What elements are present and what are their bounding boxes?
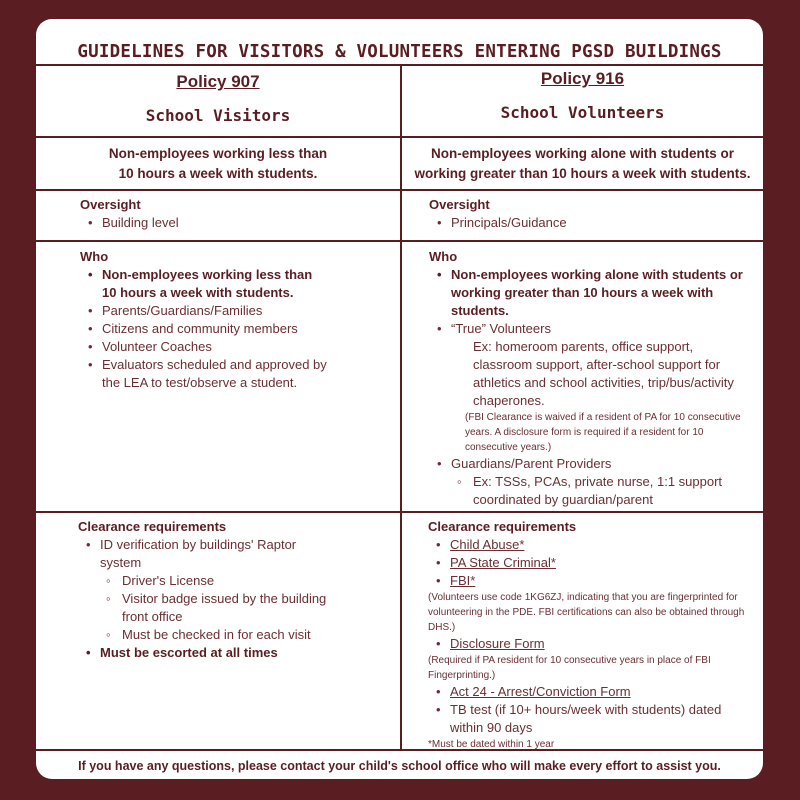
fbi-link[interactable]: FBI* <box>450 573 476 588</box>
child-abuse-link[interactable]: Child Abuse* <box>450 537 525 552</box>
pa-state-criminal-link[interactable]: PA State Criminal* <box>450 555 556 570</box>
guidelines-card <box>36 19 763 779</box>
left-subtitle: School Visitors <box>145 106 291 125</box>
right-header <box>402 69 763 122</box>
footer-note: If you have any questions, please contact your child's school office who will make every effort to assist you. <box>78 759 721 773</box>
page-title: GUIDELINES FOR VISITORS & VOLUNTEERS ENTERING PGSD BUILDINGS <box>77 42 722 62</box>
disclosure-form-link[interactable]: Disclosure Form <box>450 636 545 651</box>
right-oversight: Oversight • Principals/Guidance <box>429 196 749 232</box>
right-subtitle: School Volunteers <box>500 103 665 122</box>
left-clearance: Clearance requirements • ID verification by buildings' Raptor system ◦ Driver's License ◦ Visitor badge issued by the building front office ◦ Must be checked in for each visit • Must be escorted at all times <box>78 518 338 662</box>
left-header <box>36 72 400 125</box>
left-description: Non-employees working less than 10 hours a week with students. <box>108 146 328 181</box>
policy-916-link[interactable]: Policy 916 <box>540 69 625 88</box>
left-oversight: Oversight • Building level <box>80 196 390 232</box>
left-who: Who • Non-employees working less than 10 hours a week with students. • Parents/Guardians/Families • Citizens and community members • Volunteer Coaches • Evaluators scheduled and approved by the LEA to test/observe a student. <box>80 248 330 392</box>
right-description: Non-employees working alone with students or working greater than 10 hours a week with students. <box>414 146 751 181</box>
right-clearance: Clearance requirements • Child Abuse* • PA State Criminal* • FBI* (Volunteers use code 1KG6ZJ, indicating that you are fingerprinted for volunteering in the PDE. FBI certifications can also be obtained through DHS.) • Disclosure Form (Required if PA resident for 10 consecutive years in place of FBI Fingerprinting.) • Act 24 - Arrest/Conviction Form • TB test (if 10+ hours/week with students) dated within 90 days *Must be dated within 1 year <box>428 518 758 752</box>
right-who: Who • Non-employees working alone with students or working greater than 10 hours a week with students. • “True” Volunteers Ex: homeroom parents, office support, classroom support, after-school support for athletics and school activities, trip/bus/activity chaperones. (FBI Clearance is waived if a resident of PA for 10 consecutive years. A disclosure form is required if a resident for 10 consecutive years.) • Guardians/Parent Providers ◦ Ex: TSSs, PCAs, private nurse, 1:1 support coordinated by guardian/parent <box>429 248 749 509</box>
act24-form-link[interactable]: Act 24 - Arrest/Conviction Form <box>450 684 631 699</box>
policy-907-link[interactable]: Policy 907 <box>176 72 260 91</box>
